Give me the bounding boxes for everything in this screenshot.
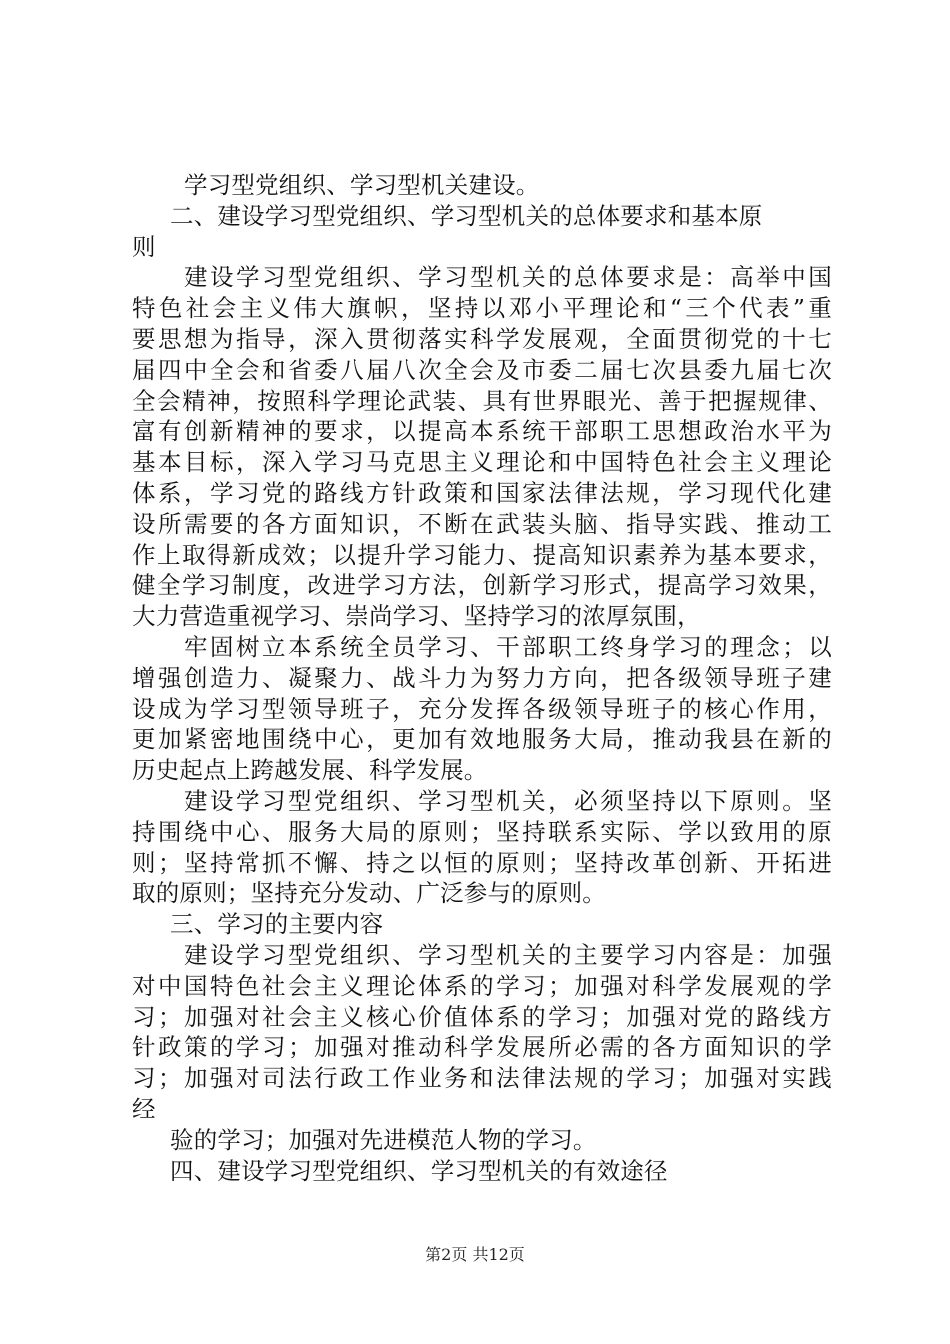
text-line: 健全学习制度，改进学习方法，创新学习形式，提高学习效果，	[132, 571, 832, 600]
text-line: 学习型党组织、学习型机关建设。	[184, 171, 540, 199]
page-number-footer: 第2页 共12页	[425, 1245, 525, 1264]
text-line: 体系，学习党的路线方针政策和国家法律法规，学习现代化建	[132, 478, 832, 507]
text-line: 设所需要的各方面知识，不断在武装头脑、指导实践、推动工	[132, 509, 832, 538]
section-heading: 三、学习的主要内容	[170, 910, 384, 939]
text-line: 富有创新精神的要求，以提高本系统干部职工思想政治水平为	[132, 417, 832, 446]
text-line: 验的学习；加强对先进模范人物的学习。	[170, 1125, 597, 1154]
text-line: 增强创造力、凝聚力、战斗力为努力方向，把各级领导班子建	[132, 663, 832, 692]
paragraph-start: 牢固树立本系统全员学习、干部职工终身学习的理念；以	[184, 632, 832, 661]
section-heading: 四、建设学习型党组织、学习型机关的有效途径	[170, 1156, 668, 1185]
paragraph-start: 建设学习型党组织、学习型机关，必须坚持以下原则。坚	[184, 786, 832, 815]
text-line: 更加紧密地围绕中心，更加有效地服务大局，推动我县在新的	[132, 725, 832, 754]
text-line: 要思想为指导，深入贯彻落实科学发展观，全面贯彻党的十七	[132, 324, 832, 353]
text-line: 则；坚持常抓不懈、持之以恒的原则；坚持改革创新、开拓进	[132, 848, 832, 877]
text-line: 特色社会主义伟大旗帜，坚持以邓小平理论和“三个代表”重	[132, 294, 832, 323]
section-heading: 二、建设学习型党组织、学习型机关的总体要求和基本原	[170, 201, 763, 230]
text-line: 习；加强对司法行政工作业务和法律法规的学习；加强对实践	[132, 1064, 832, 1093]
text-line: 作上取得新成效；以提升学习能力、提高知识素养为基本要求，	[132, 540, 832, 569]
text-line: 持围绕中心、服务大局的原则；坚持联系实际、学以致用的原	[132, 817, 832, 846]
text-line: 历史起点上跨越发展、科学发展。	[132, 756, 488, 785]
paragraph-start: 建设学习型党组织、学习型机关的主要学习内容是：加强	[184, 940, 832, 969]
text-line: 经	[132, 1094, 156, 1123]
text-line: 届四中全会和省委八届八次全会及市委二届七次县委九届七次	[132, 355, 832, 384]
text-line: 则	[132, 232, 156, 261]
text-line: 对中国特色社会主义理论体系的学习；加强对科学发展观的学	[132, 971, 832, 1000]
text-line: 设成为学习型领导班子，充分发挥各级领导班子的核心作用，	[132, 694, 832, 723]
text-line: 基本目标，深入学习马克思主义理论和中国特色社会主义理论	[132, 448, 832, 477]
text-line: 大力营造重视学习、崇尚学习、坚持学习的浓厚氛围，	[132, 602, 701, 631]
document-body	[132, 170, 832, 1186]
paragraph-start: 建设学习型党组织、学习型机关的总体要求是：高举中国	[184, 263, 832, 292]
text-line: 全会精神，按照科学理论武装、具有世界眼光、善于把握规律、	[132, 386, 832, 415]
text-line: 取的原则；坚持充分发动、广泛参与的原则。	[132, 879, 606, 908]
text-line: 习；加强对社会主义核心价值体系的学习；加强对党的路线方	[132, 1002, 832, 1031]
text-line: 针政策的学习；加强对推动科学发展所必需的各方面知识的学	[132, 1033, 832, 1062]
